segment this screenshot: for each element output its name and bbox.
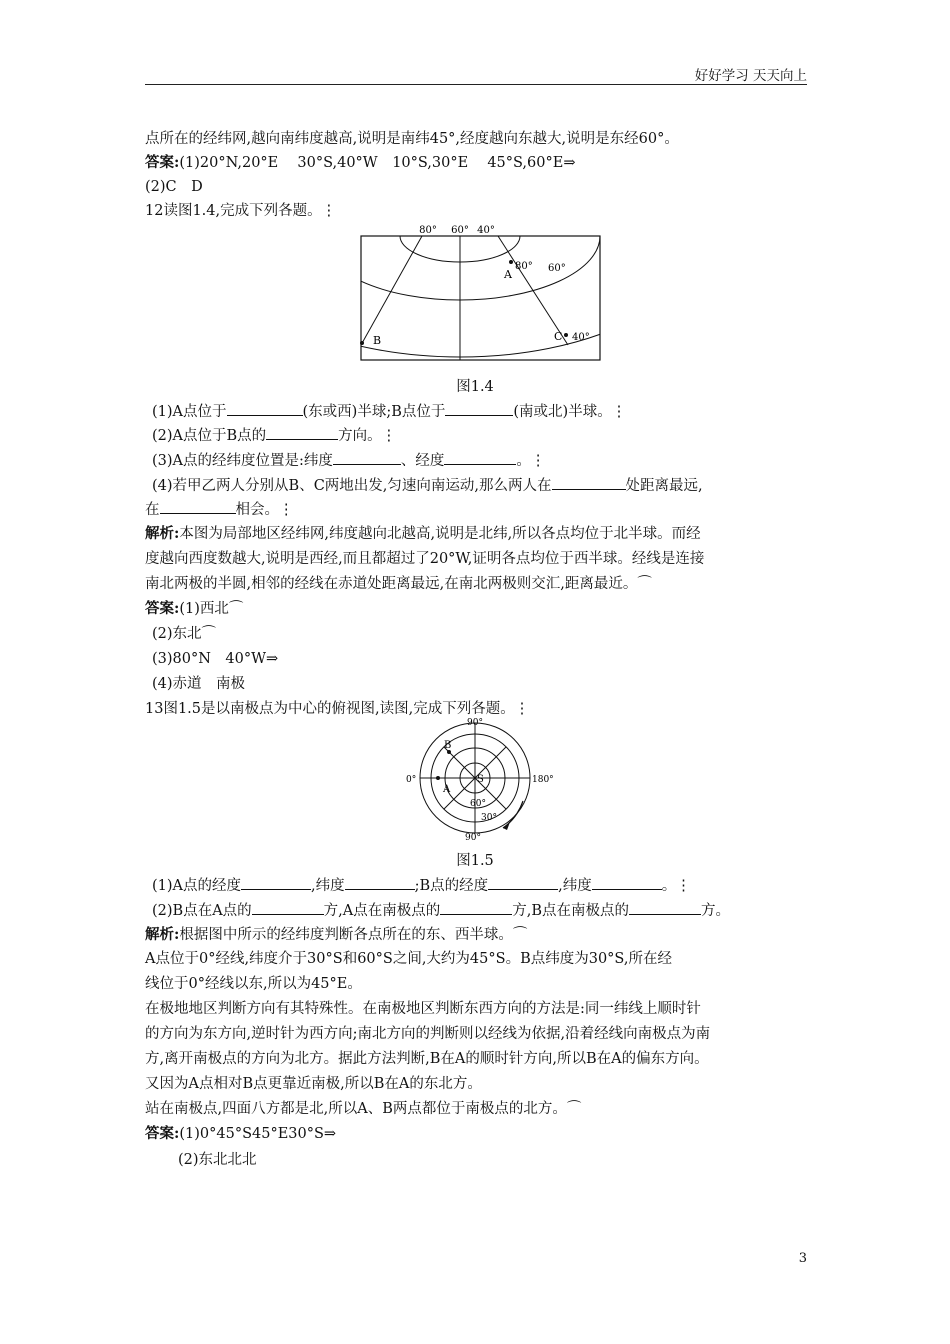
header-text: 好好学习 天天向上 — [694, 68, 807, 84]
lat-label-60: 60° — [548, 263, 566, 274]
point-b-label: B — [444, 740, 452, 751]
question-13: 13图1.5是以南极点为中心的俯视图,读图,完成下列各题。⋮ — [145, 701, 530, 717]
lon-label-80: 80° — [419, 225, 437, 236]
pole-s-label: S — [477, 774, 484, 785]
point-b-label: B — [373, 334, 382, 347]
lon-label-40: 40° — [477, 225, 495, 236]
point-a-label: A — [443, 784, 451, 795]
analysis-line — [145, 925, 527, 945]
answer-text: (1)西北⌒ — [179, 601, 244, 617]
analysis-line: 又因为A点相对B点更靠近南极,所以B在A的东北方。 — [145, 1076, 482, 1092]
answer-line: (3)80°N 40°W⇒ — [152, 651, 279, 667]
q-text: 方,A点在南极点的 — [323, 903, 441, 919]
analysis-line — [145, 524, 701, 544]
label-lat-30: 30° — [481, 813, 497, 823]
analysis-line: 度越向西度数越大,说明是西经,而且都超过了20°W,证明各点均位于西半球。经线是连接 — [145, 551, 705, 567]
point-a-label: A — [504, 268, 512, 281]
q-text: ,纬度 — [558, 878, 592, 894]
answer-label: 答案: — [145, 600, 180, 617]
lat-label-40: 40° — [572, 332, 590, 343]
question-12: 12读图1.4,完成下列各题。⋮ — [145, 203, 337, 219]
analysis-line: 站在南极点,四面八方都是北,所以A、B两点都位于南极点的北方。⌒ — [145, 1101, 582, 1117]
q-text: (南或北)半球。⋮ — [513, 404, 627, 420]
label-right-180: 180° — [532, 775, 554, 785]
q-text: 、经度 — [400, 453, 445, 469]
figure-frame — [361, 236, 600, 360]
text-line: 点所在的经纬网,越向南纬度越高,说明是南纬45°,经度越向东越大,说明是东经60°。 — [145, 131, 679, 147]
answer-label: 答案: — [145, 154, 180, 171]
q-text: 相会。⋮ — [235, 502, 294, 518]
figure-caption-1-4: 图1.4 — [456, 379, 494, 395]
q-text: (2)B点在A点的 — [152, 903, 252, 919]
analysis-text: 根据图中所示的经纬度判断各点所在的东、西半球。⌒ — [179, 927, 528, 943]
answer-line: (2)东北⌒ — [152, 626, 217, 642]
analysis-label: 解析: — [145, 926, 180, 943]
label-left-0: 0° — [406, 775, 417, 785]
label-lat-60: 60° — [470, 799, 486, 809]
answer-blank[interactable] — [629, 900, 701, 915]
q-text: (东或西)半球;B点位于 — [302, 404, 446, 420]
answer-line: (2)东北北北 — [178, 1152, 257, 1168]
figure-caption-1-5: 图1.5 — [456, 853, 494, 869]
page-header — [145, 62, 807, 85]
label-top-90: 90° — [467, 718, 483, 728]
question-13-2 — [152, 900, 730, 921]
point-c-marker — [564, 333, 568, 337]
analysis-text: 本图为局部地区经纬网,纬度越向北越高,说明是北纬,所以各点均位于北半球。而经 — [179, 526, 701, 542]
point-c-label: C — [554, 330, 563, 343]
q-text: ,纬度 — [311, 878, 345, 894]
answer-blank[interactable] — [266, 425, 338, 440]
q-text: (3)A点的经纬度位置是:纬度 — [152, 453, 333, 469]
answer-blank[interactable] — [488, 875, 558, 890]
q-text: 在 — [145, 502, 160, 518]
answer-label: 答案: — [145, 1125, 180, 1142]
q-text: 处距离最远, — [625, 478, 703, 494]
answer-line — [145, 599, 243, 619]
question-12-2 — [152, 425, 396, 446]
answer-blank[interactable] — [160, 499, 236, 514]
q-text: 方。 — [701, 903, 731, 919]
analysis-line: 线位于0°经线以东,所以为45°E。 — [145, 976, 362, 992]
answer-blank[interactable] — [252, 900, 324, 915]
q-text: (2)A点位于B点的 — [152, 428, 267, 444]
analysis-line: 的方向为东方向,逆时针为西方向;南北方向的判断则以经线为依据,沿着经线向南极点为南 — [145, 1026, 711, 1042]
answer-blank[interactable] — [345, 875, 415, 890]
q-text: ;B点的经度 — [414, 878, 489, 894]
point-a-marker — [436, 776, 440, 780]
question-13-1 — [152, 875, 691, 896]
answer-line: (4)赤道 南极 — [152, 676, 246, 692]
q-text: 方,B点在南极点的 — [512, 903, 630, 919]
answer-blank[interactable] — [592, 875, 662, 890]
answer-line — [145, 153, 575, 173]
q-text: 。⋮ — [516, 453, 546, 469]
answer-blank[interactable] — [241, 875, 311, 890]
q-text: 。⋮ — [661, 878, 691, 894]
question-12-3 — [152, 450, 545, 471]
q-text: (1)A点位于 — [152, 404, 227, 420]
question-12-4 — [152, 475, 703, 496]
analysis-line: A点位于0°经线,纬度介于30°S和60°S之间,大约为45°S。B点纬度为30°S,所在经 — [145, 951, 672, 967]
analysis-line: 南北两极的半圆,相邻的经线在赤道处距离最远,在南北两极则交汇,距离最近。⌒ — [145, 576, 652, 592]
answer-text: (1)0°45°S45°E30°S⇒ — [179, 1126, 337, 1142]
answer-line — [145, 1124, 336, 1144]
lon-label-60: 60° — [451, 225, 469, 236]
q-text: (4)若甲乙两人分别从B、C两地出发,匀速向南运动,那么两人在 — [152, 478, 552, 494]
figure-1-4 — [358, 220, 608, 365]
analysis-label: 解析: — [145, 525, 180, 542]
answer-blank[interactable] — [445, 401, 513, 416]
question-12-4-cont — [145, 499, 294, 520]
point-a-marker — [509, 260, 513, 264]
q-text: 方向。⋮ — [338, 428, 397, 444]
answer-blank[interactable] — [440, 900, 512, 915]
q-text: (1)A点的经度 — [152, 878, 242, 894]
lat-label-80: 80° — [515, 261, 533, 272]
answer-text: (1)20°N,20°E 30°S,40°W 10°S,30°E 45°S,60°E⇒ — [179, 155, 576, 171]
analysis-line: 在极地地区判断方向有其特殊性。在南极地区判断东西方向的方法是:同一纬线上顺时针 — [145, 1001, 701, 1017]
label-bottom-90: 90° — [465, 833, 481, 842]
answer-line: (2)C D — [145, 179, 203, 195]
question-12-1 — [152, 401, 626, 422]
answer-blank[interactable] — [552, 475, 626, 490]
answer-blank[interactable] — [227, 401, 303, 416]
point-b-marker — [360, 341, 364, 345]
figure-1-5 — [405, 716, 555, 842]
analysis-line: 方,离开南极点的方向为北方。据此方法判断,B在A的顺时针方向,所以B在A的偏东方向。 — [145, 1051, 709, 1067]
answer-blank[interactable] — [333, 450, 401, 465]
answer-blank[interactable] — [444, 450, 516, 465]
page-number: 3 — [798, 1251, 807, 1266]
